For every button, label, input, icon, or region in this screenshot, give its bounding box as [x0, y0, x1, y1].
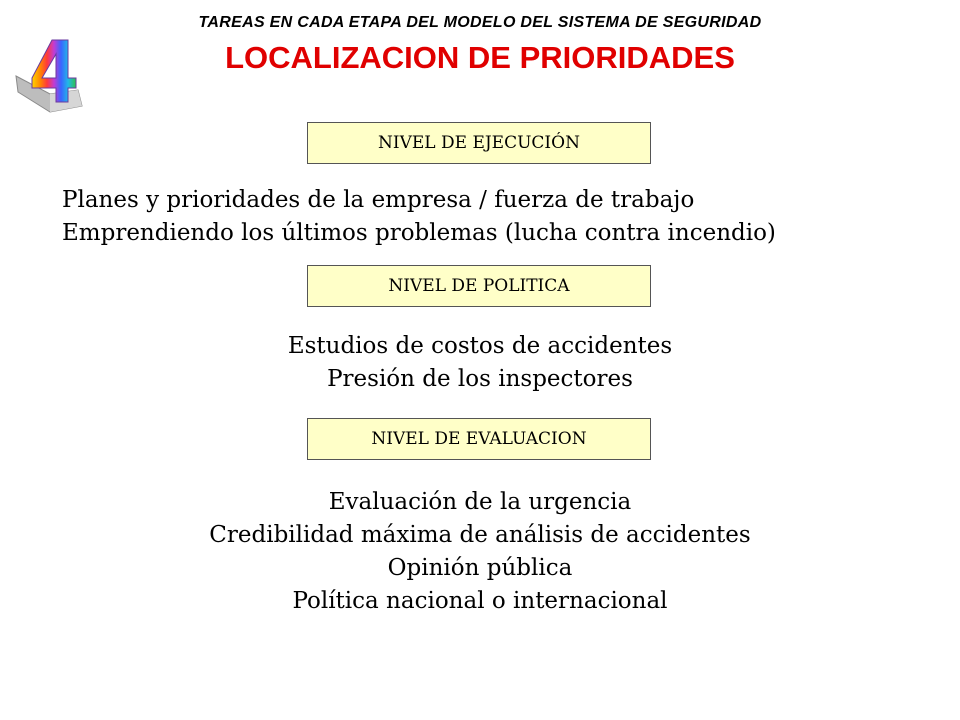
politica-line: Presión de los inspectores [327, 366, 633, 392]
level-box-evaluacion: NIVEL DE EVALUACION [307, 418, 651, 460]
level-box-ejecucion: NIVEL DE EJECUCIÓN [307, 122, 651, 164]
evaluacion-line: Opinión pública [387, 555, 573, 581]
ejecucion-text-block [62, 184, 776, 250]
evaluacion-text-block [0, 486, 960, 618]
evaluacion-line: Evaluación de la urgencia [328, 489, 632, 515]
ejecucion-line: Emprendiendo los últimos problemas (lucha contra incendio) [62, 220, 776, 246]
ejecucion-line: Planes y prioridades de la empresa / fuerza de trabajo [62, 187, 695, 213]
rainbow-number-4-icon [12, 34, 90, 116]
slide-title: LOCALIZACION DE PRIORIDADES [225, 40, 735, 75]
evaluacion-line: Política nacional o internacional [292, 588, 668, 614]
level-box-politica: NIVEL DE POLITICA [307, 265, 651, 307]
evaluacion-line: Credibilidad máxima de análisis de accidentes [209, 522, 751, 548]
politica-line: Estudios de costos de accidentes [287, 333, 673, 359]
politica-text-block [0, 330, 960, 396]
slide-supertitle: TAREAS EN CADA ETAPA DEL MODELO DEL SISTEMA DE SEGURIDAD [198, 14, 762, 31]
